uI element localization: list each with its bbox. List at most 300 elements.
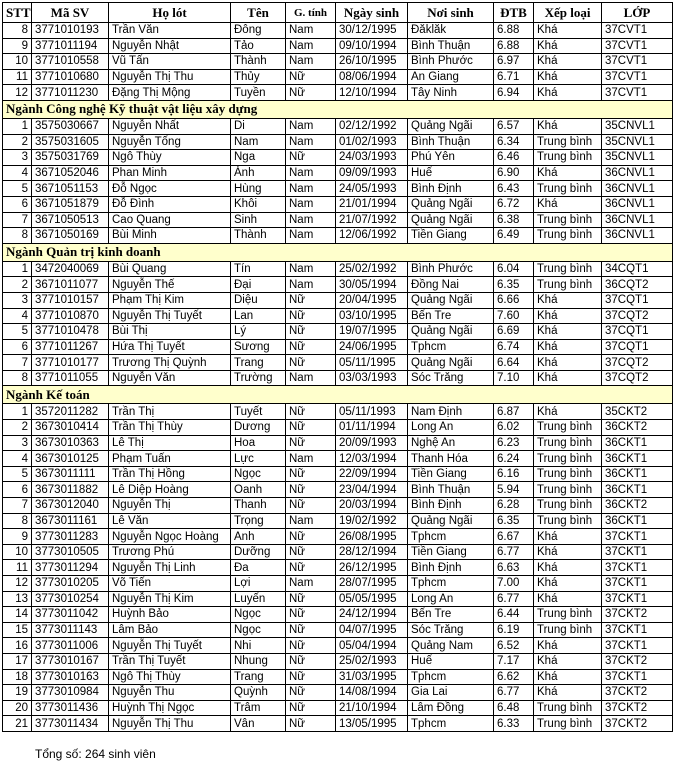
cell-gender: Nam — [286, 228, 336, 244]
cell-gender: Nữ — [286, 482, 336, 498]
table-row — [3, 544, 673, 560]
cell-gender: Nam — [286, 134, 336, 150]
cell-surname: Bùi Minh — [109, 228, 231, 244]
cell-gpa: 6.23 — [494, 435, 534, 451]
cell-stt: 17 — [3, 653, 32, 669]
cell-student-id: 3773011294 — [32, 560, 109, 576]
table-row — [3, 85, 673, 101]
cell-gpa: 6.66 — [494, 292, 534, 308]
cell-class: 36CKT1 — [602, 451, 673, 467]
cell-birth-date: 05/11/1993 — [336, 404, 408, 420]
cell-stt: 3 — [3, 150, 32, 166]
cell-first-name: Sương — [231, 339, 286, 355]
cell-class: 37CKT1 — [602, 622, 673, 638]
cell-student-id: 3671052046 — [32, 165, 109, 181]
cell-rank: Khá — [534, 54, 602, 70]
cell-rank: Khá — [534, 324, 602, 340]
cell-stt: 9 — [3, 38, 32, 54]
cell-class: 36CNVL1 — [602, 212, 673, 228]
cell-stt: 19 — [3, 685, 32, 701]
cell-gpa: 6.64 — [494, 355, 534, 371]
cell-rank: Khá — [534, 85, 602, 101]
cell-surname: Nguyễn Thị Kim — [109, 591, 231, 607]
cell-student-id: 3771011055 — [32, 370, 109, 386]
cell-gpa: 6.94 — [494, 85, 534, 101]
cell-first-name: Đông — [231, 23, 286, 39]
cell-rank: Khá — [534, 118, 602, 134]
cell-class: 35CNVL1 — [602, 150, 673, 166]
cell-gpa: 6.19 — [494, 622, 534, 638]
cell-gpa: 6.57 — [494, 118, 534, 134]
cell-gpa: 6.35 — [494, 277, 534, 293]
cell-surname: Lâm Bảo — [109, 622, 231, 638]
cell-gender: Nam — [286, 451, 336, 467]
cell-gpa: 6.67 — [494, 529, 534, 545]
cell-first-name: Trâm — [231, 700, 286, 716]
cell-surname: Cao Quang — [109, 212, 231, 228]
cell-class: 37CKT2 — [602, 685, 673, 701]
table-row — [3, 118, 673, 134]
cell-stt: 7 — [3, 212, 32, 228]
cell-birth-date: 01/02/1993 — [336, 134, 408, 150]
cell-rank: Khá — [534, 544, 602, 560]
cell-birth-date: 26/08/1995 — [336, 529, 408, 545]
cell-stt: 4 — [3, 451, 32, 467]
header-birth-date: Ngày sinh — [336, 3, 408, 23]
cell-birth-place: Quảng Ngãi — [408, 118, 494, 134]
table-row — [3, 607, 673, 623]
cell-rank: Khá — [534, 653, 602, 669]
cell-birth-place: Đồng Nai — [408, 277, 494, 293]
cell-birth-place: Tphcm — [408, 529, 494, 545]
cell-gender: Nữ — [286, 685, 336, 701]
cell-gpa: 6.02 — [494, 420, 534, 436]
cell-class: 37CVT1 — [602, 85, 673, 101]
cell-gender: Nữ — [286, 150, 336, 166]
cell-surname: Bùi Thị — [109, 324, 231, 340]
cell-student-id: 3771011230 — [32, 85, 109, 101]
cell-birth-date: 04/07/1995 — [336, 622, 408, 638]
cell-student-id: 3771010558 — [32, 54, 109, 70]
cell-gender: Nữ — [286, 716, 336, 732]
cell-first-name: Vân — [231, 716, 286, 732]
cell-student-id: 3773011283 — [32, 529, 109, 545]
cell-student-id: 3771010177 — [32, 355, 109, 371]
cell-first-name: Thủy — [231, 69, 286, 85]
cell-surname: Phạm Tuấn — [109, 451, 231, 467]
cell-birth-date: 03/03/1993 — [336, 370, 408, 386]
table-row — [3, 196, 673, 212]
table-row — [3, 38, 673, 54]
cell-student-id: 3671050513 — [32, 212, 109, 228]
cell-student-id: 3472040069 — [32, 261, 109, 277]
cell-first-name: Ngọc — [231, 622, 286, 638]
cell-student-id: 3773011143 — [32, 622, 109, 638]
cell-student-id: 3671051153 — [32, 181, 109, 197]
cell-birth-place: Nam Định — [408, 404, 494, 420]
section-header — [3, 243, 673, 261]
cell-first-name: Di — [231, 118, 286, 134]
cell-gpa: 6.33 — [494, 716, 534, 732]
cell-birth-place: Quảng Ngãi — [408, 355, 494, 371]
header-class: LỚP — [602, 3, 673, 23]
cell-gender: Nam — [286, 196, 336, 212]
cell-stt: 20 — [3, 700, 32, 716]
cell-rank: Khá — [534, 165, 602, 181]
cell-surname: Trần Thị Hồng — [109, 466, 231, 482]
cell-gpa: 6.35 — [494, 513, 534, 529]
cell-student-id: 3673010414 — [32, 420, 109, 436]
cell-first-name: Nhung — [231, 653, 286, 669]
cell-first-name: Đa — [231, 560, 286, 576]
cell-first-name: Hoa — [231, 435, 286, 451]
table-row — [3, 134, 673, 150]
cell-gpa: 5.94 — [494, 482, 534, 498]
cell-stt: 2 — [3, 134, 32, 150]
cell-class: 36CKT1 — [602, 482, 673, 498]
cell-surname: Nguyễn Nhất — [109, 118, 231, 134]
cell-gpa: 6.77 — [494, 591, 534, 607]
table-row — [3, 716, 673, 732]
cell-rank: Khá — [534, 576, 602, 592]
cell-rank: Khá — [534, 685, 602, 701]
cell-surname: Vũ Tấn — [109, 54, 231, 70]
cell-surname: Phạm Thị Kim — [109, 292, 231, 308]
cell-birth-date: 12/06/1992 — [336, 228, 408, 244]
cell-rank: Khá — [534, 308, 602, 324]
cell-student-id: 3673010125 — [32, 451, 109, 467]
cell-first-name: Oanh — [231, 482, 286, 498]
cell-gpa: 6.77 — [494, 685, 534, 701]
cell-gender: Nam — [286, 576, 336, 592]
cell-stt: 10 — [3, 54, 32, 70]
table-row — [3, 339, 673, 355]
cell-student-id: 3671050169 — [32, 228, 109, 244]
header-first-name: Tên — [231, 3, 286, 23]
cell-birth-date: 12/03/1994 — [336, 451, 408, 467]
cell-student-id: 3673011161 — [32, 513, 109, 529]
cell-gpa: 6.62 — [494, 669, 534, 685]
cell-class: 37CVT1 — [602, 23, 673, 39]
cell-birth-place: Tphcm — [408, 576, 494, 592]
cell-student-id: 3575030667 — [32, 118, 109, 134]
cell-gpa: 6.44 — [494, 607, 534, 623]
table-row — [3, 622, 673, 638]
cell-student-id: 3773011434 — [32, 716, 109, 732]
cell-stt: 8 — [3, 370, 32, 386]
table-row — [3, 529, 673, 545]
cell-birth-date: 21/10/1994 — [336, 700, 408, 716]
cell-surname: Phan Minh — [109, 165, 231, 181]
cell-class: 37CKT2 — [602, 716, 673, 732]
cell-gender: Nữ — [286, 85, 336, 101]
cell-gender: Nam — [286, 277, 336, 293]
table-row — [3, 54, 673, 70]
cell-surname: Nguyễn Thế — [109, 277, 231, 293]
cell-gpa: 7.17 — [494, 653, 534, 669]
cell-surname: Nguyễn Thị Tuyết — [109, 638, 231, 654]
cell-birth-place: Bến Tre — [408, 308, 494, 324]
table-row — [3, 261, 673, 277]
cell-stt: 8 — [3, 228, 32, 244]
cell-birth-place: Đăklăk — [408, 23, 494, 39]
cell-class: 36CKT1 — [602, 435, 673, 451]
cell-student-id: 3773011436 — [32, 700, 109, 716]
cell-surname: Nguyễn Thị Thu — [109, 69, 231, 85]
cell-birth-date: 19/02/1992 — [336, 513, 408, 529]
cell-birth-place: Quảng Ngãi — [408, 212, 494, 228]
cell-gender: Nữ — [286, 607, 336, 623]
cell-class: 36CKT1 — [602, 466, 673, 482]
cell-surname: Nguyễn Thị — [109, 498, 231, 514]
cell-surname: Lê Diệp Hoàng — [109, 482, 231, 498]
cell-class: 35CKT2 — [602, 404, 673, 420]
cell-first-name: Trang — [231, 355, 286, 371]
cell-gender: Nữ — [286, 292, 336, 308]
cell-rank: Trung bình — [534, 513, 602, 529]
cell-student-id: 3773011006 — [32, 638, 109, 654]
cell-class: 37CQT2 — [602, 355, 673, 371]
cell-stt: 16 — [3, 638, 32, 654]
table-row — [3, 150, 673, 166]
cell-stt: 6 — [3, 196, 32, 212]
cell-first-name: Hùng — [231, 181, 286, 197]
cell-gender: Nữ — [286, 560, 336, 576]
cell-gender: Nữ — [286, 324, 336, 340]
cell-first-name: Tín — [231, 261, 286, 277]
cell-rank: Trung bình — [534, 466, 602, 482]
cell-student-id: 3671011077 — [32, 277, 109, 293]
cell-stt: 3 — [3, 292, 32, 308]
cell-birth-date: 30/05/1994 — [336, 277, 408, 293]
cell-birth-place: Quảng Ngãi — [408, 292, 494, 308]
table-row — [3, 69, 673, 85]
cell-gpa: 6.24 — [494, 451, 534, 467]
cell-first-name: Tảo — [231, 38, 286, 54]
cell-student-id: 3773010254 — [32, 591, 109, 607]
cell-first-name: Nhi — [231, 638, 286, 654]
cell-surname: Nguyễn Ngọc Hoàng — [109, 529, 231, 545]
cell-student-id: 3771010193 — [32, 23, 109, 39]
cell-student-id: 3771011267 — [32, 339, 109, 355]
cell-class: 37CKT1 — [602, 529, 673, 545]
cell-stt: 6 — [3, 482, 32, 498]
table-row — [3, 165, 673, 181]
cell-surname: Huỳnh Bảo — [109, 607, 231, 623]
cell-first-name: Sinh — [231, 212, 286, 228]
cell-rank: Khá — [534, 669, 602, 685]
cell-student-id: 3771010680 — [32, 69, 109, 85]
cell-first-name: Tuyền — [231, 85, 286, 101]
cell-student-id: 3673011111 — [32, 466, 109, 482]
cell-rank: Khá — [534, 69, 602, 85]
table-body — [3, 23, 673, 732]
cell-birth-date: 24/06/1995 — [336, 339, 408, 355]
table-row — [3, 420, 673, 436]
cell-class: 37CKT2 — [602, 653, 673, 669]
cell-class: 34CQT1 — [602, 261, 673, 277]
student-table — [2, 2, 673, 732]
cell-gender: Nữ — [286, 69, 336, 85]
cell-first-name: Anh — [231, 529, 286, 545]
cell-class: 35CNVL1 — [602, 134, 673, 150]
header-surname: Họ lót — [109, 3, 231, 23]
cell-surname: Võ Tiến — [109, 576, 231, 592]
cell-surname: Nguyễn Thị Tuyết — [109, 308, 231, 324]
cell-birth-place: Huế — [408, 653, 494, 669]
cell-first-name: Lan — [231, 308, 286, 324]
table-row — [3, 370, 673, 386]
cell-birth-date: 05/05/1995 — [336, 591, 408, 607]
cell-stt: 15 — [3, 622, 32, 638]
cell-birth-date: 08/06/1994 — [336, 69, 408, 85]
cell-class: 36CNVL1 — [602, 228, 673, 244]
cell-gpa: 6.90 — [494, 165, 534, 181]
header-birth-place: Nơi sinh — [408, 3, 494, 23]
cell-class: 36CKT2 — [602, 420, 673, 436]
cell-gender: Nữ — [286, 308, 336, 324]
cell-rank: Khá — [534, 638, 602, 654]
cell-stt: 13 — [3, 591, 32, 607]
cell-student-id: 3773010984 — [32, 685, 109, 701]
cell-rank: Khá — [534, 23, 602, 39]
table-row — [3, 653, 673, 669]
cell-first-name: Thành — [231, 54, 286, 70]
cell-student-id: 3671051879 — [32, 196, 109, 212]
cell-class: 37CKT1 — [602, 576, 673, 592]
cell-class: 37CKT1 — [602, 544, 673, 560]
cell-birth-place: Phú Yên — [408, 150, 494, 166]
cell-student-id: 3773010205 — [32, 576, 109, 592]
table-row — [3, 324, 673, 340]
cell-stt: 11 — [3, 560, 32, 576]
table-row — [3, 308, 673, 324]
cell-rank: Khá — [534, 560, 602, 576]
cell-class: 37CVT1 — [602, 69, 673, 85]
cell-rank: Trung bình — [534, 212, 602, 228]
cell-gender: Nữ — [286, 700, 336, 716]
cell-birth-date: 20/09/1993 — [336, 435, 408, 451]
cell-class: 37CQT1 — [602, 324, 673, 340]
cell-rank: Trung bình — [534, 420, 602, 436]
cell-class: 37CQT2 — [602, 308, 673, 324]
cell-class: 37CVT1 — [602, 54, 673, 70]
cell-birth-date: 03/10/1995 — [336, 308, 408, 324]
table-row — [3, 212, 673, 228]
cell-first-name: Dương — [231, 420, 286, 436]
cell-birth-date: 14/08/1994 — [336, 685, 408, 701]
cell-first-name: Quỳnh — [231, 685, 286, 701]
cell-student-id: 3771011194 — [32, 38, 109, 54]
cell-gender: Nam — [286, 118, 336, 134]
cell-surname: Bùi Quang — [109, 261, 231, 277]
cell-surname: Ngô Thị Thùy — [109, 669, 231, 685]
cell-gender: Nữ — [286, 420, 336, 436]
cell-rank: Trung bình — [534, 622, 602, 638]
cell-surname: Nguyễn Nhật — [109, 38, 231, 54]
cell-gpa: 6.49 — [494, 228, 534, 244]
cell-rank: Khá — [534, 38, 602, 54]
cell-first-name: Tuyết — [231, 404, 286, 420]
cell-stt: 1 — [3, 261, 32, 277]
cell-first-name: Đại — [231, 277, 286, 293]
cell-rank: Trung bình — [534, 451, 602, 467]
cell-gpa: 7.60 — [494, 308, 534, 324]
cell-surname: Trần Thị Thùy — [109, 420, 231, 436]
cell-class: 35CNVL1 — [602, 118, 673, 134]
cell-birth-date: 31/03/1995 — [336, 669, 408, 685]
cell-stt: 8 — [3, 23, 32, 39]
cell-birth-place: Bến Tre — [408, 607, 494, 623]
cell-student-id: 3673010363 — [32, 435, 109, 451]
cell-first-name: Trọng — [231, 513, 286, 529]
cell-gpa: 7.00 — [494, 576, 534, 592]
section-title: Ngành Công nghệ Kỹ thuật vật liệu xây dựng — [3, 100, 673, 118]
cell-birth-place: Tây Ninh — [408, 85, 494, 101]
cell-gpa: 6.63 — [494, 560, 534, 576]
cell-stt: 12 — [3, 85, 32, 101]
cell-gpa: 6.97 — [494, 54, 534, 70]
cell-class: 37CKT1 — [602, 560, 673, 576]
cell-birth-place: Sóc Trăng — [408, 622, 494, 638]
cell-birth-place: Long An — [408, 420, 494, 436]
cell-gpa: 6.88 — [494, 38, 534, 54]
cell-rank: Khá — [534, 529, 602, 545]
cell-surname: Hứa Thị Tuyết — [109, 339, 231, 355]
cell-birth-place: Bình Thuận — [408, 134, 494, 150]
cell-gpa: 6.87 — [494, 404, 534, 420]
cell-birth-place: Bình Định — [408, 560, 494, 576]
cell-birth-place: Quảng Nam — [408, 638, 494, 654]
cell-birth-place: Long An — [408, 591, 494, 607]
cell-gender: Nữ — [286, 529, 336, 545]
cell-birth-date: 28/07/1995 — [336, 576, 408, 592]
cell-stt: 2 — [3, 277, 32, 293]
cell-gpa: 6.38 — [494, 212, 534, 228]
cell-class: 37CKT2 — [602, 700, 673, 716]
cell-gpa: 6.74 — [494, 339, 534, 355]
cell-first-name: Lực — [231, 451, 286, 467]
cell-birth-place: Quảng Ngãi — [408, 196, 494, 212]
cell-birth-date: 21/01/1994 — [336, 196, 408, 212]
cell-class: 36CNVL1 — [602, 181, 673, 197]
cell-birth-place: Lâm Đồng — [408, 700, 494, 716]
cell-rank: Trung bình — [534, 607, 602, 623]
table-row — [3, 498, 673, 514]
cell-gender: Nam — [286, 370, 336, 386]
cell-rank: Trung bình — [534, 150, 602, 166]
table-row — [3, 700, 673, 716]
cell-birth-place: Tiền Giang — [408, 228, 494, 244]
cell-birth-place: Tphcm — [408, 669, 494, 685]
cell-stt: 2 — [3, 420, 32, 436]
header-gpa: ĐTB — [494, 3, 534, 23]
cell-stt: 4 — [3, 165, 32, 181]
cell-birth-date: 26/10/1995 — [336, 54, 408, 70]
cell-first-name: Khôi — [231, 196, 286, 212]
cell-rank: Khá — [534, 591, 602, 607]
cell-rank: Trung bình — [534, 261, 602, 277]
cell-rank: Khá — [534, 339, 602, 355]
cell-rank: Trung bình — [534, 482, 602, 498]
cell-gender: Nữ — [286, 669, 336, 685]
cell-stt: 14 — [3, 607, 32, 623]
cell-birth-date: 05/11/1995 — [336, 355, 408, 371]
table-row — [3, 466, 673, 482]
table-row — [3, 576, 673, 592]
cell-birth-date: 26/12/1995 — [336, 560, 408, 576]
table-row — [3, 638, 673, 654]
